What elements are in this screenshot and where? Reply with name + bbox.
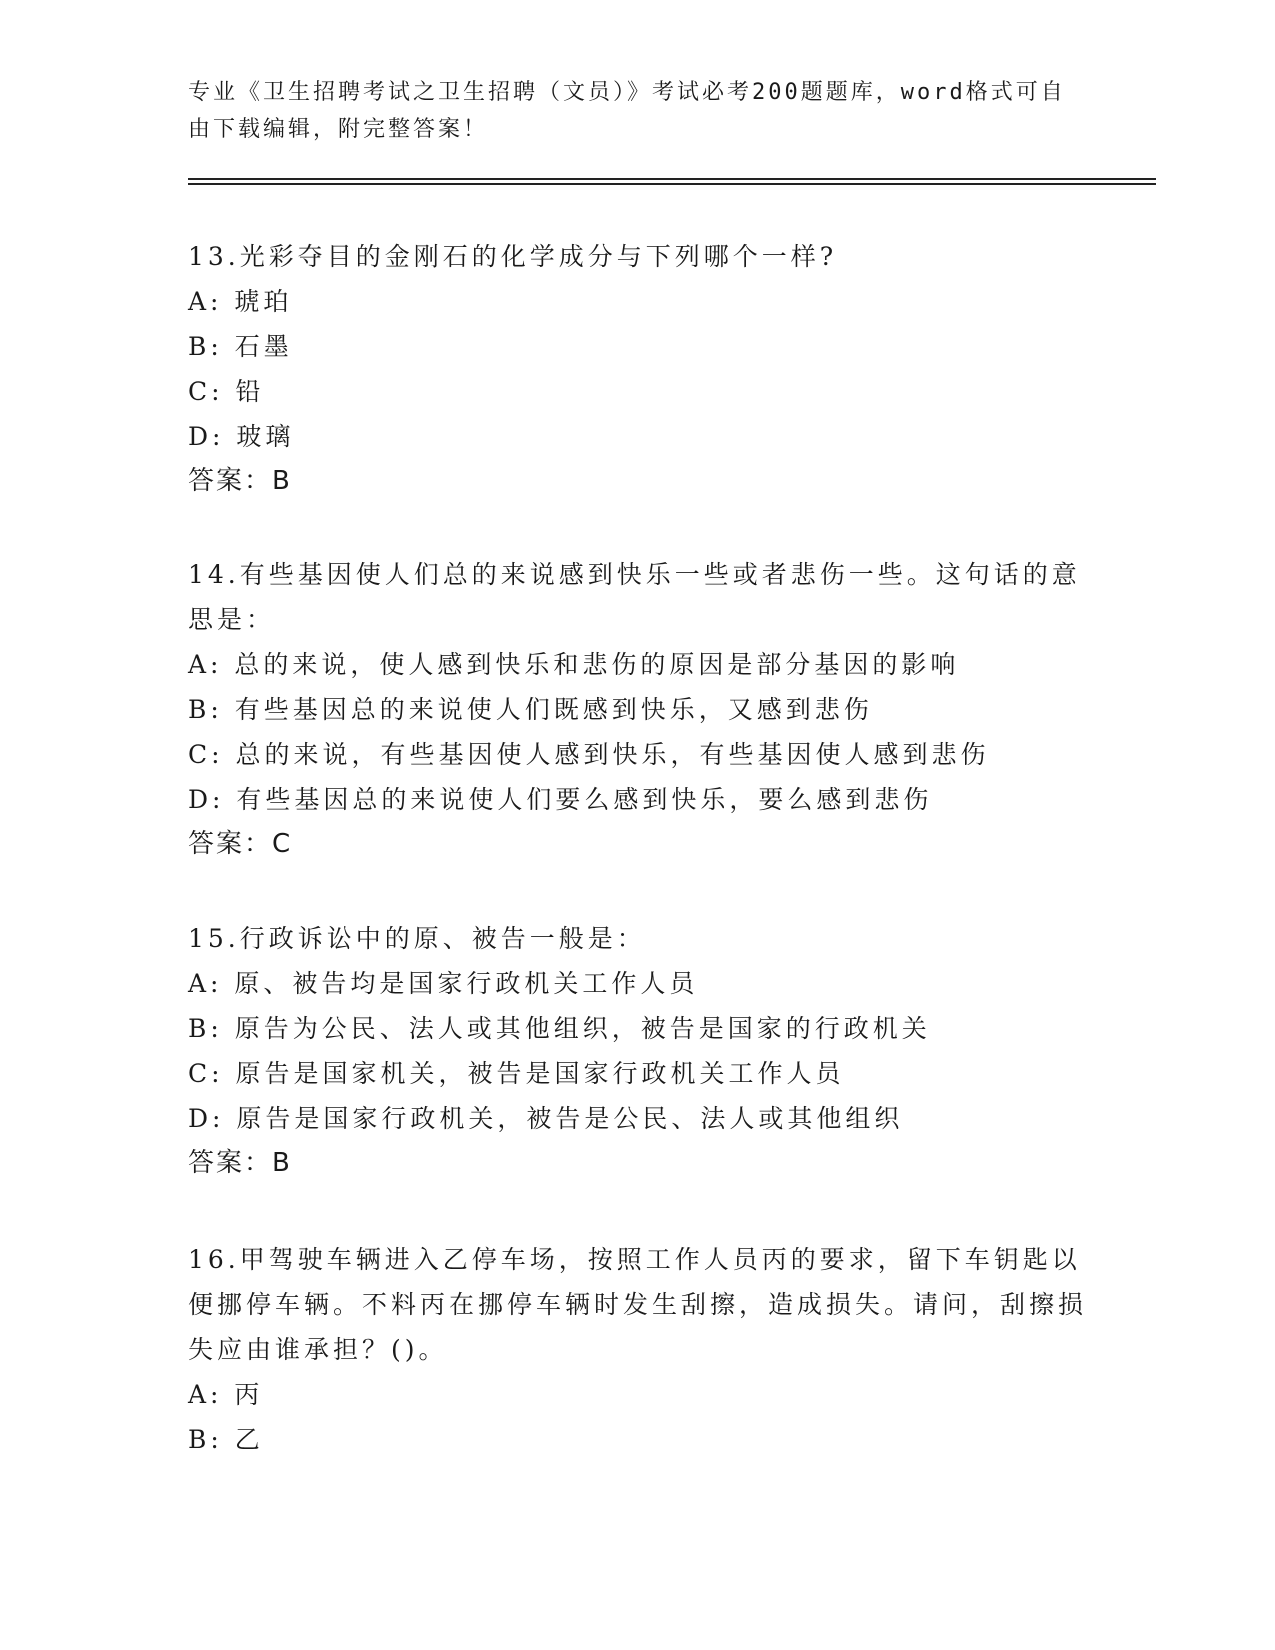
question-number: 14. [188,560,240,589]
option-d: D: 玻璃 [188,422,295,451]
question-stem: 行政诉讼中的原、被告一般是： [239,924,646,953]
option-a: A: 原、被告均是国家行政机关工作人员 [188,969,699,998]
question-text [188,916,1088,961]
option-b: B: 原告为公民、法人或其他组织，被告是国家的行政机关 [188,1014,931,1043]
question-stem: 甲驾驶车辆进入乙停车场，按照工作人员丙的要求，留下车钥匙以便挪停车辆。不料丙在挪停车辆时发生刮擦，造成损失。请问，刮擦损失应由谁承担？()。 [188,1245,1088,1364]
question-number: 13. [188,242,240,271]
answer-line: 答案：C [188,829,293,859]
question-text [188,1237,1088,1372]
option-c: C: 总的来说，有些基因使人感到快乐，有些基因使人感到悲伤 [188,740,990,769]
option-b: B: 有些基因总的来说使人们既感到快乐，又感到悲伤 [188,695,873,724]
question-stem: 有些基因使人们总的来说感到快乐一些或者悲伤一些。这句话的意思是： [188,560,1081,634]
question-number: 16. [188,1245,240,1274]
option-d: D: 原告是国家行政机关，被告是公民、法人或其他组织 [188,1104,904,1133]
question-text [188,552,1088,642]
question-stem: 光彩夺目的金刚石的化学成分与下列哪个一样? [239,242,838,271]
option-b: B: 石墨 [188,332,293,361]
question-16 [188,1237,1088,1462]
question-text [188,234,1088,279]
option-a: A: 丙 [188,1380,264,1409]
answer-line: 答案：B [188,466,292,496]
header-divider-top [188,178,1156,180]
answer-line: 答案：B [188,1148,292,1178]
option-d: D: 有些基因总的来说使人们要么感到快乐，要么感到悲伤 [188,785,933,814]
question-13 [188,234,1088,504]
question-number: 15. [188,924,240,953]
option-c: C: 铅 [188,377,265,406]
document-header: 专业《卫生招聘考试之卫生招聘（文员）》考试必考200题题库，word格式可自由下载编辑，附完整答案！ [188,80,1066,142]
option-a: A: 总的来说，使人感到快乐和悲伤的原因是部分基因的影响 [188,650,960,679]
header-divider-bottom [188,183,1156,185]
option-b: B: 乙 [188,1425,264,1454]
question-15 [188,916,1088,1186]
option-a: A: 琥珀 [188,287,293,316]
question-14 [188,552,1088,867]
option-c: C: 原告是国家机关，被告是国家行政机关工作人员 [188,1059,845,1088]
